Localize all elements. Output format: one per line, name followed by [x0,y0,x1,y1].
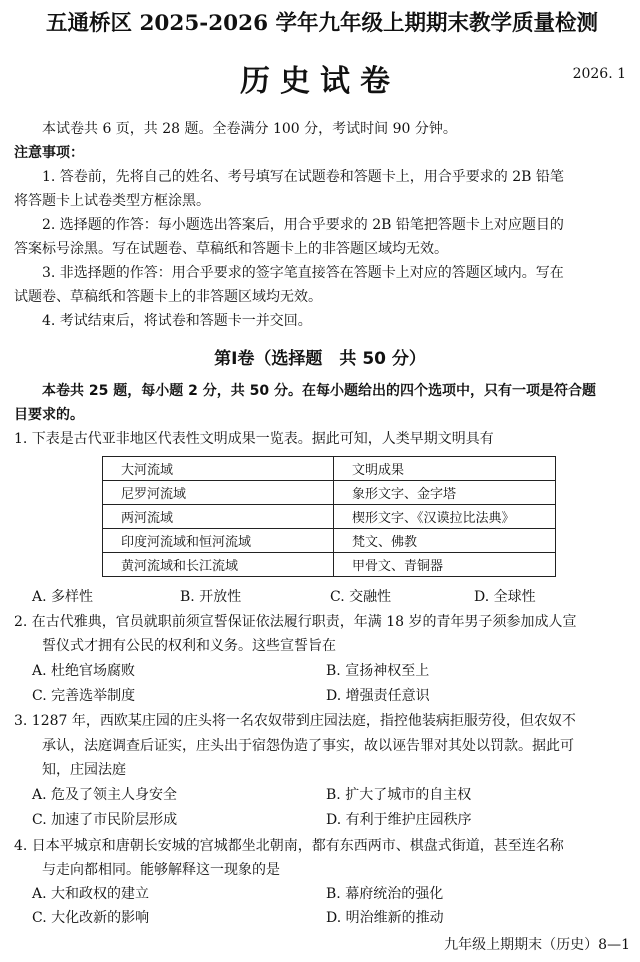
option-b: B. 幕府统治的强化 [326,886,444,902]
table-cell: 黄河流域和长江流域 [103,553,334,577]
option-c: C. 交融性 [330,589,392,605]
note-line: 试题卷、草稿纸和答题卡上的非答题区域均无效。 [14,289,322,305]
question-1-stem: 1. 下表是古代亚非地区代表性文明成果一览表。据此可知，人类早期文明具有 [14,431,494,447]
option-a: A. 多样性 [32,589,94,605]
question-2-stem: 誓仪式才拥有公民的权利和义务。这些宣誓旨在 [42,638,336,654]
notes-heading: 注意事项： [14,145,84,161]
note-line: 将答题卡上试卷类型方框涂黑。 [14,193,210,209]
option-b: B. 宣扬神权至上 [326,663,430,679]
note-line: 2. 选择题的作答：每小题选出答案后，用合乎要求的 2B 铅笔把答题卡上对应题目的 [42,217,564,233]
exam-date: 2026. 1 [572,66,626,82]
note-line: 3. 非选择题的作答：用合乎要求的签字笔直接答在答题卡上对应的答题区域内。写在 [42,265,564,281]
table-cell: 楔形文字、《汉谟拉比法典》 [334,505,556,529]
section-description: 目要求的。 [14,407,84,423]
exam-title: 五通桥区 2025-2026 学年九年级上期期末教学质量检测 [45,11,599,36]
civilization-table [102,456,556,577]
section-title: 第Ⅰ卷（选择题 共 50 分） [214,349,426,369]
question-3-stem: 承认，法庭调查后证实，庄头出于宿怨伪造了事实，故以诬告罪对其处以罚款。据此可 [42,738,574,754]
intro-text: 本试卷共 6 页，共 28 题。全卷满分 100 分，考试时间 90 分钟。 [42,121,457,137]
option-c: C. 大化改新的影响 [32,910,150,926]
option-d: D. 全球性 [474,589,536,605]
option-d: D. 有利于维护庄园秩序 [326,812,472,828]
question-4-stem: 与走向都相同。能够解释这一现象的是 [42,862,280,878]
table-row [103,457,556,481]
table-cell: 象形文字、金字塔 [334,481,556,505]
table-row [103,553,556,577]
option-b: B. 扩大了城市的自主权 [326,787,472,803]
table-cell: 甲骨文、青铜器 [334,553,556,577]
option-a: A. 杜绝官场腐败 [32,663,136,679]
question-3-stem: 3. 1287 年，西欧某庄园的庄头将一名农奴带到庄园法庭，指控他装病拒服劳役，但农奴不 [14,713,576,729]
table-cell: 梵文、佛教 [334,529,556,553]
note-line: 答案标号涂黑。写在试题卷、草稿纸和答题卡上的非答题区域均无效。 [14,241,448,257]
question-3-stem: 知，庄园法庭 [42,762,126,778]
table-cell: 尼罗河流域 [103,481,334,505]
table-cell: 两河流域 [103,505,334,529]
table-cell: 文明成果 [334,457,556,481]
option-a: A. 大和政权的建立 [32,886,150,902]
option-c: C. 加速了市民阶层形成 [32,812,178,828]
question-2-stem: 2. 在古代雅典，官员就职前须宣誓保证依法履行职责，年满 18 岁的青年男子须参加成人宣 [14,614,577,630]
option-d: D. 明治维新的推动 [326,910,444,926]
subject-title: 历史试卷 [240,64,400,99]
option-b: B. 开放性 [180,589,242,605]
page-footer: 九年级上期期末（历史）8—1 [444,937,630,953]
table-cell: 大河流域 [103,457,334,481]
option-c: C. 完善选举制度 [32,688,136,704]
table-row [103,481,556,505]
table-cell: 印度河流域和恒河流域 [103,529,334,553]
section-description: 本卷共 25 题，每小题 2 分，共 50 分。在每小题给出的四个选项中，只有一项是符合题 [42,383,596,399]
option-d: D. 增强责任意识 [326,688,430,704]
note-line: 1. 答卷前，先将自己的姓名、考号填写在试题卷和答题卡上，用合乎要求的 2B 铅笔 [42,169,564,185]
table-row [103,505,556,529]
option-a: A. 危及了领主人身安全 [32,787,178,803]
note-line: 4. 考试结束后，将试卷和答题卡一并交回。 [42,313,312,329]
question-4-stem: 4. 日本平城京和唐朝长安城的宫城都坐北朝南，都有东西两市、棋盘式街道，甚至连名称 [14,838,564,854]
table-row [103,529,556,553]
